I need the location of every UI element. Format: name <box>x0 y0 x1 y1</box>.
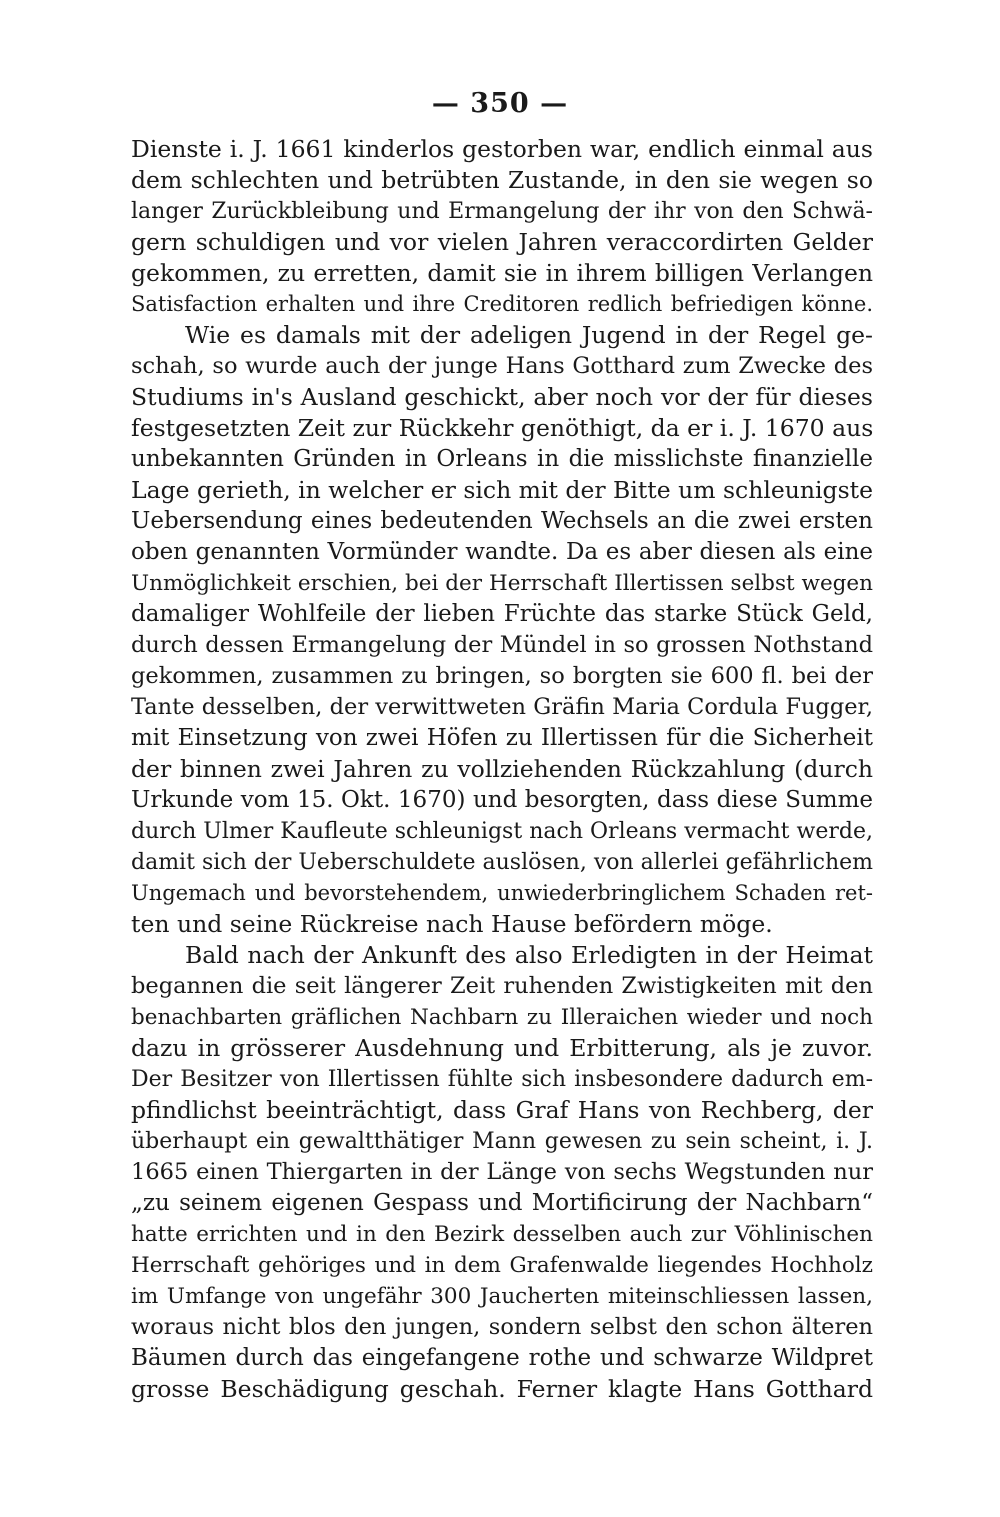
text-line: dem schlechten und betrübten Zustande, in den sie wegen so <box>131 166 873 194</box>
text-line: oben genannten Vormünder wandte. Da es aber diesen als eine <box>131 539 873 565</box>
text-line: überhaupt ein gewaltthätiger Mann gewesen zu sein scheint, i. J. <box>131 1129 873 1154</box>
text-line: langer Zurückbleibung und Ermangelung der ihr von den Schwä- <box>131 199 873 224</box>
text-line: 1665 einen Thiergarten in der Länge von sechs Wegstunden nur <box>131 1159 873 1185</box>
text-line: ten und seine Rückreise nach Hause befördern möge. <box>131 910 773 938</box>
body-text <box>131 134 873 1405</box>
text-line: woraus nicht blos den jungen, sondern selbst den schon älteren <box>131 1314 873 1340</box>
text-line: gekommen, zusammen zu bringen, so borgten sie 600 fl. bei der <box>131 663 873 689</box>
text-line: gern schuldigen und vor vielen Jahren veraccordirten Gelder <box>131 228 873 256</box>
text-line: Herrschaft gehöriges und in dem Grafenwalde liegendes Hochholz <box>131 1253 873 1278</box>
text-line: Der Besitzer von Illertissen fühlte sich insbesondere dadurch em- <box>131 1067 873 1092</box>
text-line: damit sich der Ueberschuldete auslösen, von allerlei gefährlichem <box>131 850 873 875</box>
text-line: mit Einsetzung von zwei Höfen zu Illertissen für die Sicherheit <box>131 725 873 751</box>
text-line: durch Ulmer Kaufleute schleunigst nach Orleans vermacht werde, <box>131 819 873 844</box>
text-line: im Umfange von ungefähr 300 Jaucherten miteinschliessen lassen, <box>131 1284 873 1309</box>
text-line: Unmöglichkeit erschien, bei der Herrschaft Illertissen selbst wegen <box>131 571 873 596</box>
text-line: pfindlichst beeinträchtigt, dass Graf Hans von Rechberg, der <box>131 1096 873 1124</box>
text-line: Wie es damals mit der adeligen Jugend in der Regel ge- <box>185 321 873 349</box>
text-line: Urkunde vom 15. Okt. 1670) und besorgten, dass diese Summe <box>131 787 873 813</box>
page-number-header: — 350 — <box>431 88 569 119</box>
text-line: „zu seinem eigenen Gespass und Mortificirung der Nachbarn“ <box>131 1190 873 1216</box>
text-line: gekommen, zu erretten, damit sie in ihrem billigen Verlangen <box>131 259 873 287</box>
text-line: Uebersendung eines bedeutenden Wechsels an die zwei ersten <box>131 508 873 534</box>
text-line: Dienste i. J. 1661 kinderlos gestorben war, endlich einmal aus <box>131 135 873 163</box>
text-line: der binnen zwei Jahren zu vollziehenden Rückzahlung (durch <box>131 755 873 783</box>
text-line: Satisfaction erhalten und ihre Creditoren redlich befriedigen könne. <box>131 292 873 316</box>
text-line: Studiums in's Ausland geschickt, aber noch vor der für dieses <box>131 383 873 411</box>
text-line: Ungemach und bevorstehendem, unwiederbringlichem Schaden ret- <box>131 881 873 905</box>
text-line: Bald nach der Ankunft des also Erledigten in der Heimat <box>185 941 873 969</box>
text-line: hatte errichten und in den Bezirk desselben auch zur Vöhlinischen <box>131 1222 873 1247</box>
text-line: schah, so wurde auch der junge Hans Gotthard zum Zwecke des <box>131 353 873 379</box>
text-line: Tante desselben, der verwittweten Gräfin Maria Cordula Fugger, <box>131 694 873 720</box>
text-line: unbekannten Gründen in Orleans in die misslichste finanzielle <box>131 446 873 472</box>
text-line: Bäumen durch das eingefangene rothe und schwarze Wildpret <box>131 1345 873 1371</box>
text-line: festgesetzten Zeit zur Rückkehr genöthigt, da er i. J. 1670 aus <box>131 414 874 442</box>
text-line: damaliger Wohlfeile der lieben Früchte das starke Stück Geld, <box>131 601 873 627</box>
text-line: Lage gerieth, in welcher er sich mit der Bitte um schleunigste <box>131 476 874 504</box>
text-line: benachbarten gräflichen Nachbarn zu Illeraichen wieder und noch <box>131 1005 873 1030</box>
text-line: grosse Beschädigung geschah. Ferner klagte Hans Gotthard <box>131 1375 873 1403</box>
text-line: begannen die seit längerer Zeit ruhenden Zwistigkeiten mit den <box>131 973 873 999</box>
text-line: durch dessen Ermangelung der Mündel in so grossen Nothstand <box>131 632 873 658</box>
text-line: dazu in grösserer Ausdehnung und Erbitterung, als je zuvor. <box>131 1034 873 1062</box>
